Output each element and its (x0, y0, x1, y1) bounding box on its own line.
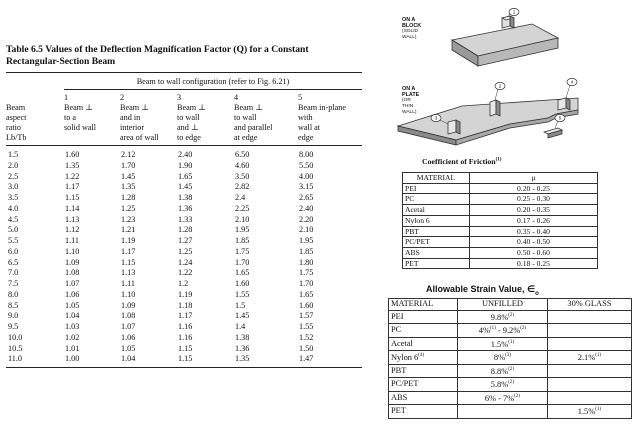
aspect-ratio-cell: 10.5 (8, 343, 23, 353)
strain-unfilled (458, 364, 548, 378)
strain-text: 1.5% (490, 339, 509, 349)
friction-value: 0.20 - 0.25 (470, 183, 598, 194)
q-value-cell: 1.55 (235, 289, 250, 299)
q-value-cell: 4.00 (299, 171, 314, 181)
aspect-ratio-cell: 3.0 (8, 182, 19, 192)
deflection-table-section (6, 44, 362, 368)
q-value-cell: 1.45 (121, 171, 136, 181)
q-value-cell: 2.20 (299, 214, 314, 224)
q-value-cell: 1.15 (65, 193, 80, 202)
column-header-line: Beam ⊥ (64, 103, 93, 112)
table-row (6, 344, 362, 355)
strain-text: 5.8% (490, 380, 509, 389)
plate-diagram (398, 98, 578, 145)
q-value-cell: 1.09 (65, 257, 80, 267)
strain-table-body (389, 310, 632, 418)
strain-glass (547, 391, 631, 405)
strain-text: PET (391, 406, 406, 416)
aspect-ratio-cell: 2.0 (8, 160, 19, 170)
q-value-cell: 1.75 (299, 268, 314, 278)
q-value-cell: 1.70 (299, 279, 314, 288)
aspect-ratio-cell: 2.5 (8, 171, 19, 181)
q-value-cell: 1.10 (65, 246, 80, 256)
aspect-ratio-cell: 9.0 (8, 311, 19, 321)
q-value-cell: 1.70 (121, 160, 136, 170)
friction-header-mu: μ (470, 173, 598, 184)
strain-row (389, 351, 632, 365)
q-value-cell: 1.60 (299, 300, 314, 310)
q-value-cell: 2.40 (299, 203, 314, 213)
q-value-cell: 1.25 (121, 203, 136, 213)
q-value-cell: 1.36 (178, 203, 193, 213)
friction-title (422, 157, 501, 166)
column-header-line: 5 (298, 93, 303, 102)
strain-header-glass: 30% GLASS (547, 299, 631, 311)
q-value-cell: 1.03 (65, 322, 80, 331)
strain-glass (547, 378, 631, 392)
strain-glass (547, 324, 631, 338)
strain-note: (1) (489, 326, 496, 332)
plate-label-text: ON A PLATE (402, 86, 420, 98)
strain-material (389, 405, 458, 419)
strain-glass (547, 405, 631, 419)
friction-header-material: MATERIAL (403, 173, 470, 184)
friction-value: 0.50 - 0.60 (470, 247, 598, 258)
q-value-cell: 1.65 (299, 289, 314, 299)
deflection-table (6, 90, 362, 368)
aspect-ratio-cell: 6.0 (8, 246, 19, 256)
strain-title (426, 284, 539, 297)
strain-unfilled (458, 378, 548, 392)
strain-note: (2) (508, 380, 515, 386)
strain-unfilled (458, 391, 548, 405)
column-header-4 (234, 90, 298, 146)
q-value-cell: 1.17 (65, 182, 80, 192)
friction-material: PC/PET (403, 237, 470, 248)
column-header-5 (298, 90, 362, 146)
strain-text: PC (391, 325, 402, 335)
strain-text: 8% (493, 353, 506, 362)
q-value-cell: 1.95 (299, 236, 314, 245)
strain-text: ABS (391, 392, 408, 402)
strain-row (389, 337, 632, 351)
friction-row (403, 237, 598, 248)
q-value-cell: 5.50 (299, 160, 314, 170)
strain-title-text: Allowable Strain Value, ∈ (426, 284, 536, 294)
table-row (6, 311, 362, 322)
callout-3-label: 3 (434, 115, 438, 121)
friction-table (402, 172, 598, 269)
friction-table-body (403, 183, 598, 269)
q-value-cell: 3.50 (235, 171, 250, 181)
table-row (6, 333, 362, 344)
table-row (6, 236, 362, 247)
q-value-cell: 1.16 (178, 322, 193, 331)
strain-text: 9.8% (490, 312, 509, 322)
q-value-cell: 6.50 (235, 150, 250, 159)
callout-1-label: 1 (512, 9, 516, 15)
strain-text-2: - 9.2% (495, 326, 521, 335)
q-value-cell: 2.25 (235, 203, 250, 213)
q-value-cell: 2.82 (235, 182, 250, 192)
q-value-cell: 1.35 (121, 182, 136, 192)
column-header-line: with (298, 113, 313, 122)
table-row (6, 161, 362, 172)
aspect-ratio-cell: 6.5 (8, 257, 19, 267)
q-value-cell: 1.15 (121, 257, 136, 267)
column-header-1 (64, 90, 120, 146)
friction-value: 0.17 - 0.26 (470, 215, 598, 226)
q-value-cell: 1.05 (65, 300, 80, 310)
table-row (6, 215, 362, 226)
q-value-cell: 1.70 (235, 257, 250, 267)
strain-text: PEI (391, 311, 404, 321)
friction-title-note: (1) (495, 157, 502, 163)
q-value-cell: 1.47 (298, 354, 362, 367)
friction-material: ABS (403, 247, 470, 258)
q-value-cell: 1.10 (121, 289, 136, 299)
q-value-cell: 1.5 (235, 300, 246, 310)
strain-unfilled (458, 324, 548, 338)
q-value-cell: 1.08 (65, 268, 80, 278)
strain-unfilled (458, 310, 548, 324)
friction-header-row (403, 173, 598, 184)
config-heading: Beam to wall configuration (refer to Fig. 6.21) (136, 77, 290, 86)
column-header-line: and in (120, 113, 141, 122)
column-header-line: 1 (64, 93, 69, 102)
column-header-line: at edge (234, 133, 258, 142)
aspect-ratio-cell: 5.5 (8, 236, 19, 245)
q-value-cell: 1.65 (178, 171, 193, 181)
q-value-cell: 2.4 (235, 193, 246, 202)
q-value-cell: 1.16 (178, 332, 193, 342)
q-value-cell: 1.80 (299, 257, 314, 267)
friction-value: 0.40 - 0.50 (470, 237, 598, 248)
aspect-ratio-cell: 8.0 (8, 289, 19, 299)
friction-row (403, 226, 598, 237)
strain-row (389, 364, 632, 378)
column-header-line: Beam ⊥ (234, 103, 263, 112)
q-value-cell: 1.22 (178, 268, 193, 278)
strain-material (389, 391, 458, 405)
table-row (6, 258, 362, 269)
strain-unfilled (458, 351, 548, 365)
deflection-table-body (6, 146, 362, 368)
column-header-0 (6, 90, 64, 146)
q-value-cell: 1.15 (177, 354, 234, 367)
column-header-line: 2 (120, 93, 125, 102)
q-value-cell: 1.18 (178, 300, 193, 310)
aspect-ratio-cell: 4.5 (8, 214, 19, 224)
q-value-cell: 1.04 (120, 354, 177, 367)
strain-material (389, 351, 458, 365)
q-value-cell: 1.14 (65, 203, 80, 213)
column-header-line: to wall (234, 113, 257, 122)
q-value-cell: 1.19 (121, 236, 136, 245)
block-label-text: ON A BLOCK (402, 17, 422, 29)
q-value-cell: 2.10 (235, 214, 250, 224)
strain-text: 8.8% (490, 366, 509, 376)
strain-unfilled (458, 337, 548, 351)
strain-text: PBT (391, 365, 407, 375)
diagram-drawing (390, 6, 590, 156)
q-value-cell: 1.09 (121, 300, 136, 310)
q-value-cell: 1.13 (65, 214, 80, 224)
column-header-row (6, 90, 362, 146)
q-value-cell: 1.11 (65, 236, 80, 245)
q-value-cell: 2.40 (178, 150, 193, 159)
friction-row (403, 247, 598, 258)
column-header-line: 3 (177, 93, 182, 102)
q-value-cell: 1.60 (65, 150, 80, 159)
aspect-ratio-cell: 4.0 (8, 203, 19, 213)
q-value-cell: 1.22 (65, 171, 80, 181)
strain-row (389, 405, 632, 419)
aspect-ratio-cell: 8.5 (8, 300, 19, 310)
q-value-cell: 1.02 (65, 332, 80, 342)
q-value-cell: 1.38 (178, 193, 193, 202)
strain-material (389, 310, 458, 324)
strain-table (388, 298, 632, 419)
table-caption: Table 6.5 Values of the Deflection Magnification Factor (Q) for a Constant Rectangular-Section Beam (6, 44, 309, 67)
table-row (6, 322, 362, 333)
strain-text: 6% - 7% (484, 393, 515, 403)
column-header-line: and parallel (234, 123, 273, 132)
friction-value: 0.35 - 0.40 (470, 226, 598, 237)
q-value-cell: 1.27 (178, 236, 193, 245)
table-row (6, 354, 362, 367)
strain-glass (547, 310, 631, 324)
q-value-cell: 2.10 (299, 225, 314, 235)
q-value-cell: 1.35 (234, 354, 298, 367)
strain-material (389, 324, 458, 338)
column-header-line: to a (64, 113, 77, 122)
column-header-line: area of wall (120, 133, 159, 142)
table-row (6, 247, 362, 258)
strain-note: (2) (508, 312, 515, 318)
table-row (6, 290, 362, 301)
strain-text: Acetal (391, 338, 413, 348)
column-header-line: Beam ⊥ (120, 103, 149, 112)
strain-text: 1.5% (577, 407, 596, 416)
aspect-ratio-cell: 3.5 (8, 193, 19, 202)
callout-5-label: 5 (558, 115, 562, 121)
strain-material (389, 378, 458, 392)
q-value-cell: 1.04 (65, 311, 80, 321)
strain-note-2: (2) (520, 326, 527, 332)
column-header-line: Beam (6, 103, 26, 112)
table-row (6, 268, 362, 279)
column-header-line: wall at (298, 123, 321, 132)
q-value-cell: 1.17 (178, 311, 193, 321)
q-value-cell: 1.07 (121, 322, 136, 331)
strain-text: Nylon 6 (391, 353, 419, 362)
aspect-ratio-cell: 10.0 (8, 332, 23, 342)
column-header-line: Beam in-plane (298, 103, 346, 112)
q-value-cell: 1.06 (65, 289, 80, 299)
aspect-ratio-cell: 9.5 (8, 322, 19, 331)
strain-header-material: MATERIAL (389, 299, 458, 311)
strain-note: (2) (508, 366, 515, 372)
table-row (6, 182, 362, 193)
table-row (6, 172, 362, 183)
strain-glass (547, 351, 631, 365)
q-value-cell: 1.28 (121, 193, 136, 202)
callout-2-label: 2 (498, 83, 502, 89)
q-value-cell: 1.13 (121, 268, 136, 278)
friction-value: 0.18 - 0.25 (470, 258, 598, 269)
column-header-line: ratio (6, 123, 22, 132)
q-value-cell: 2.65 (299, 193, 314, 202)
strain-note: (1) (595, 353, 602, 359)
q-value-cell: 2.12 (121, 150, 136, 159)
q-value-cell: 1.12 (65, 225, 80, 235)
friction-row (403, 258, 598, 269)
q-value-cell: 1.05 (121, 343, 136, 353)
q-value-cell: 1.65 (235, 268, 250, 278)
column-header-line: 4 (234, 93, 239, 102)
q-value-cell: 1.07 (65, 279, 80, 288)
friction-material: PEI (403, 183, 470, 194)
q-value-cell: 1.36 (235, 343, 250, 353)
strain-header-row (389, 299, 632, 311)
q-value-cell: 3.15 (299, 182, 314, 192)
aspect-ratio-cell: 1.5 (8, 150, 19, 159)
column-header-3 (177, 90, 234, 146)
q-value-cell: 1.52 (299, 332, 314, 342)
q-value-cell: 1.06 (121, 332, 136, 342)
table-row (6, 225, 362, 236)
strain-text: 2.1% (577, 353, 596, 362)
strain-header-unfilled: UNFILLED (458, 299, 548, 311)
aspect-ratio-cell: 7.5 (8, 279, 19, 288)
q-value-cell: 1.57 (299, 311, 314, 321)
q-value-cell: 1.2 (178, 279, 189, 288)
q-value-cell: 1.45 (178, 182, 193, 192)
table-row (6, 279, 362, 290)
block-sublabel: (SOLID WALL) (402, 29, 418, 40)
q-value-cell: 1.19 (178, 289, 193, 299)
q-value-cell: 1.95 (235, 225, 250, 235)
column-header-line: to wall (177, 113, 200, 122)
q-value-cell: 1.15 (178, 343, 193, 353)
column-header-line: solid wall (64, 123, 97, 132)
friction-material: Acetal (403, 205, 470, 216)
strain-material (389, 364, 458, 378)
table-row (6, 146, 362, 161)
aspect-ratio-cell: 7.0 (8, 268, 19, 278)
table-row (6, 301, 362, 312)
strain-title-sub: o (535, 290, 539, 297)
q-value-cell: 1.60 (235, 279, 250, 288)
q-value-cell: 1.33 (178, 214, 193, 224)
strain-row (389, 324, 632, 338)
q-value-cell: 1.55 (299, 322, 314, 331)
column-header-line: interior (120, 123, 145, 132)
q-value-cell: 1.4 (235, 322, 246, 331)
strain-glass (547, 364, 631, 378)
friction-row (403, 205, 598, 216)
q-value-cell: 1.11 (121, 279, 136, 288)
q-value-cell: 1.85 (299, 246, 314, 256)
column-header-line: and ⊥ (177, 123, 199, 132)
strain-text: PC/PET (391, 379, 419, 389)
friction-material: PET (403, 258, 470, 269)
q-value-cell: 1.38 (235, 332, 250, 342)
strain-row (389, 310, 632, 324)
block-diagram (452, 16, 558, 66)
plate-sublabel: (OR THIN WALL) (402, 98, 417, 115)
q-value-cell: 1.35 (65, 160, 80, 170)
friction-row (403, 194, 598, 205)
friction-row (403, 215, 598, 226)
q-value-cell: 1.21 (121, 225, 136, 235)
table-row (6, 204, 362, 215)
strain-row (389, 378, 632, 392)
strain-unfilled (458, 405, 548, 419)
strain-material (389, 337, 458, 351)
q-value-cell: 8.00 (299, 150, 314, 159)
column-header-line: aspect (6, 113, 27, 122)
strain-text: 4% (478, 326, 490, 335)
column-header-2 (120, 90, 177, 146)
aspect-ratio-cell: 5.0 (8, 225, 19, 235)
strain-note: (3) (505, 353, 511, 359)
strain-row (389, 391, 632, 405)
friction-material: Nylon 6 (403, 215, 470, 226)
q-value-cell: 1.08 (121, 311, 136, 321)
q-value-cell: 1.28 (178, 225, 193, 235)
callout-4-label: 4 (570, 79, 574, 85)
q-value-cell: 1.75 (235, 246, 250, 256)
column-header-line: Beam ⊥ (177, 103, 206, 112)
q-value-cell: 1.90 (178, 160, 193, 170)
strain-note: (4) (418, 353, 425, 359)
friction-row (403, 183, 598, 194)
friction-value: 0.20 - 0.35 (470, 205, 598, 216)
q-value-cell: 1.23 (121, 214, 136, 224)
q-value-cell: 1.24 (178, 257, 193, 267)
friction-title-text: Coefficient of Friction (422, 157, 496, 166)
friction-value: 0.25 - 0.30 (470, 194, 598, 205)
strain-note: (1) (508, 339, 515, 345)
column-header-line: Lb/Tb (6, 133, 27, 142)
q-value-cell: 1.85 (235, 236, 250, 245)
friction-material: PBT (403, 226, 470, 237)
q-value-cell: 1.50 (299, 343, 314, 353)
q-value-cell: 1.01 (65, 343, 80, 353)
strain-note: (2) (514, 393, 520, 399)
q-value-cell: 1.17 (121, 246, 136, 256)
friction-material: PC (403, 194, 470, 205)
strain-note: (1) (595, 407, 602, 413)
q-value-cell: 1.25 (178, 246, 193, 256)
strain-glass (547, 337, 631, 351)
column-header-line: to edge (177, 133, 201, 142)
column-header-line: edge (298, 133, 314, 142)
q-value-cell: 4.60 (235, 160, 250, 170)
q-value-cell: 1.45 (235, 311, 250, 321)
table-row (6, 193, 362, 204)
q-value-cell: 1.00 (64, 354, 120, 367)
aspect-ratio-cell: 11.0 (6, 354, 64, 367)
